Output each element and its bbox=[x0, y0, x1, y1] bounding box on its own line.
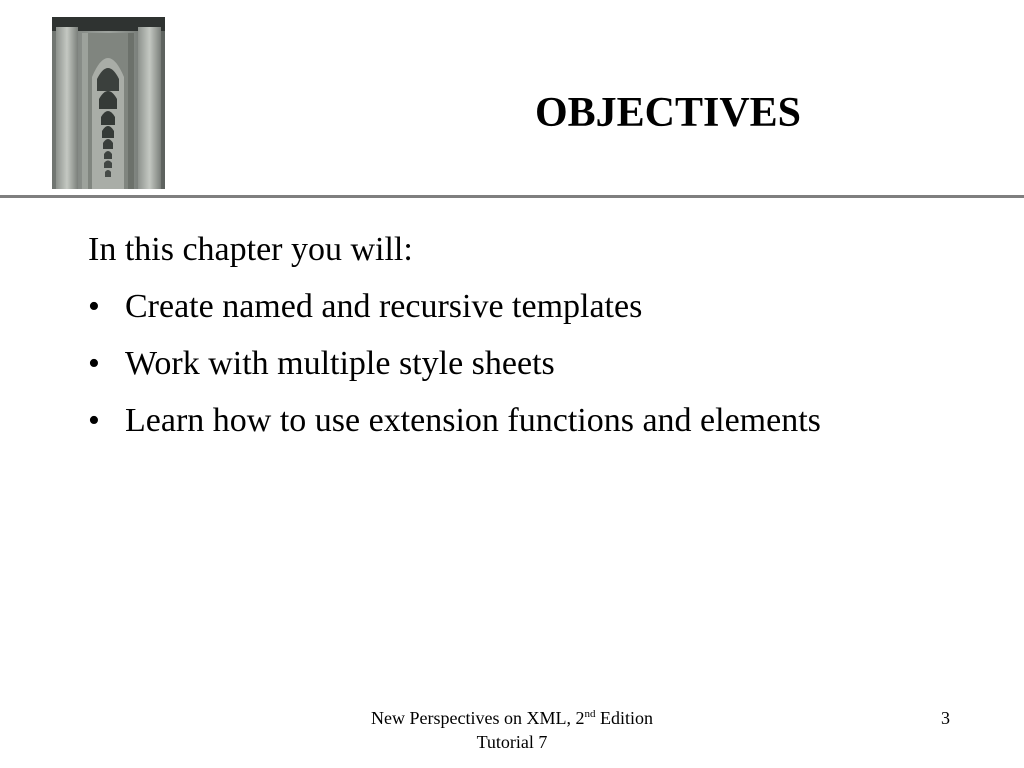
objectives-list bbox=[88, 287, 848, 441]
slide-body bbox=[88, 230, 848, 458]
footer-book-prefix: New Perspectives on XML, 2 bbox=[371, 708, 585, 728]
footer-book-superscript: nd bbox=[584, 708, 596, 720]
list-item-text: Create named and recursive templates bbox=[125, 288, 643, 325]
bridge-photo-icon bbox=[52, 17, 165, 189]
list-item-text: Learn how to use extension functions and elements bbox=[125, 402, 821, 439]
page-number: 3 bbox=[941, 708, 950, 728]
footer-book-suffix: Edition bbox=[595, 708, 653, 728]
title-divider bbox=[0, 195, 1024, 198]
footer-tutorial: Tutorial 7 bbox=[476, 732, 548, 752]
footer-caption bbox=[300, 706, 724, 754]
intro-text: In this chapter you will: bbox=[88, 231, 413, 268]
list-item bbox=[88, 287, 848, 327]
bullet-icon: • bbox=[88, 288, 100, 325]
bullet-icon: • bbox=[88, 345, 100, 382]
list-item bbox=[88, 344, 848, 384]
list-item-text: Work with multiple style sheets bbox=[125, 345, 555, 382]
bullet-icon: • bbox=[88, 402, 100, 439]
list-item bbox=[88, 401, 825, 441]
slide-title: OBJECTIVES bbox=[534, 90, 802, 136]
footer-book-line bbox=[300, 706, 724, 730]
